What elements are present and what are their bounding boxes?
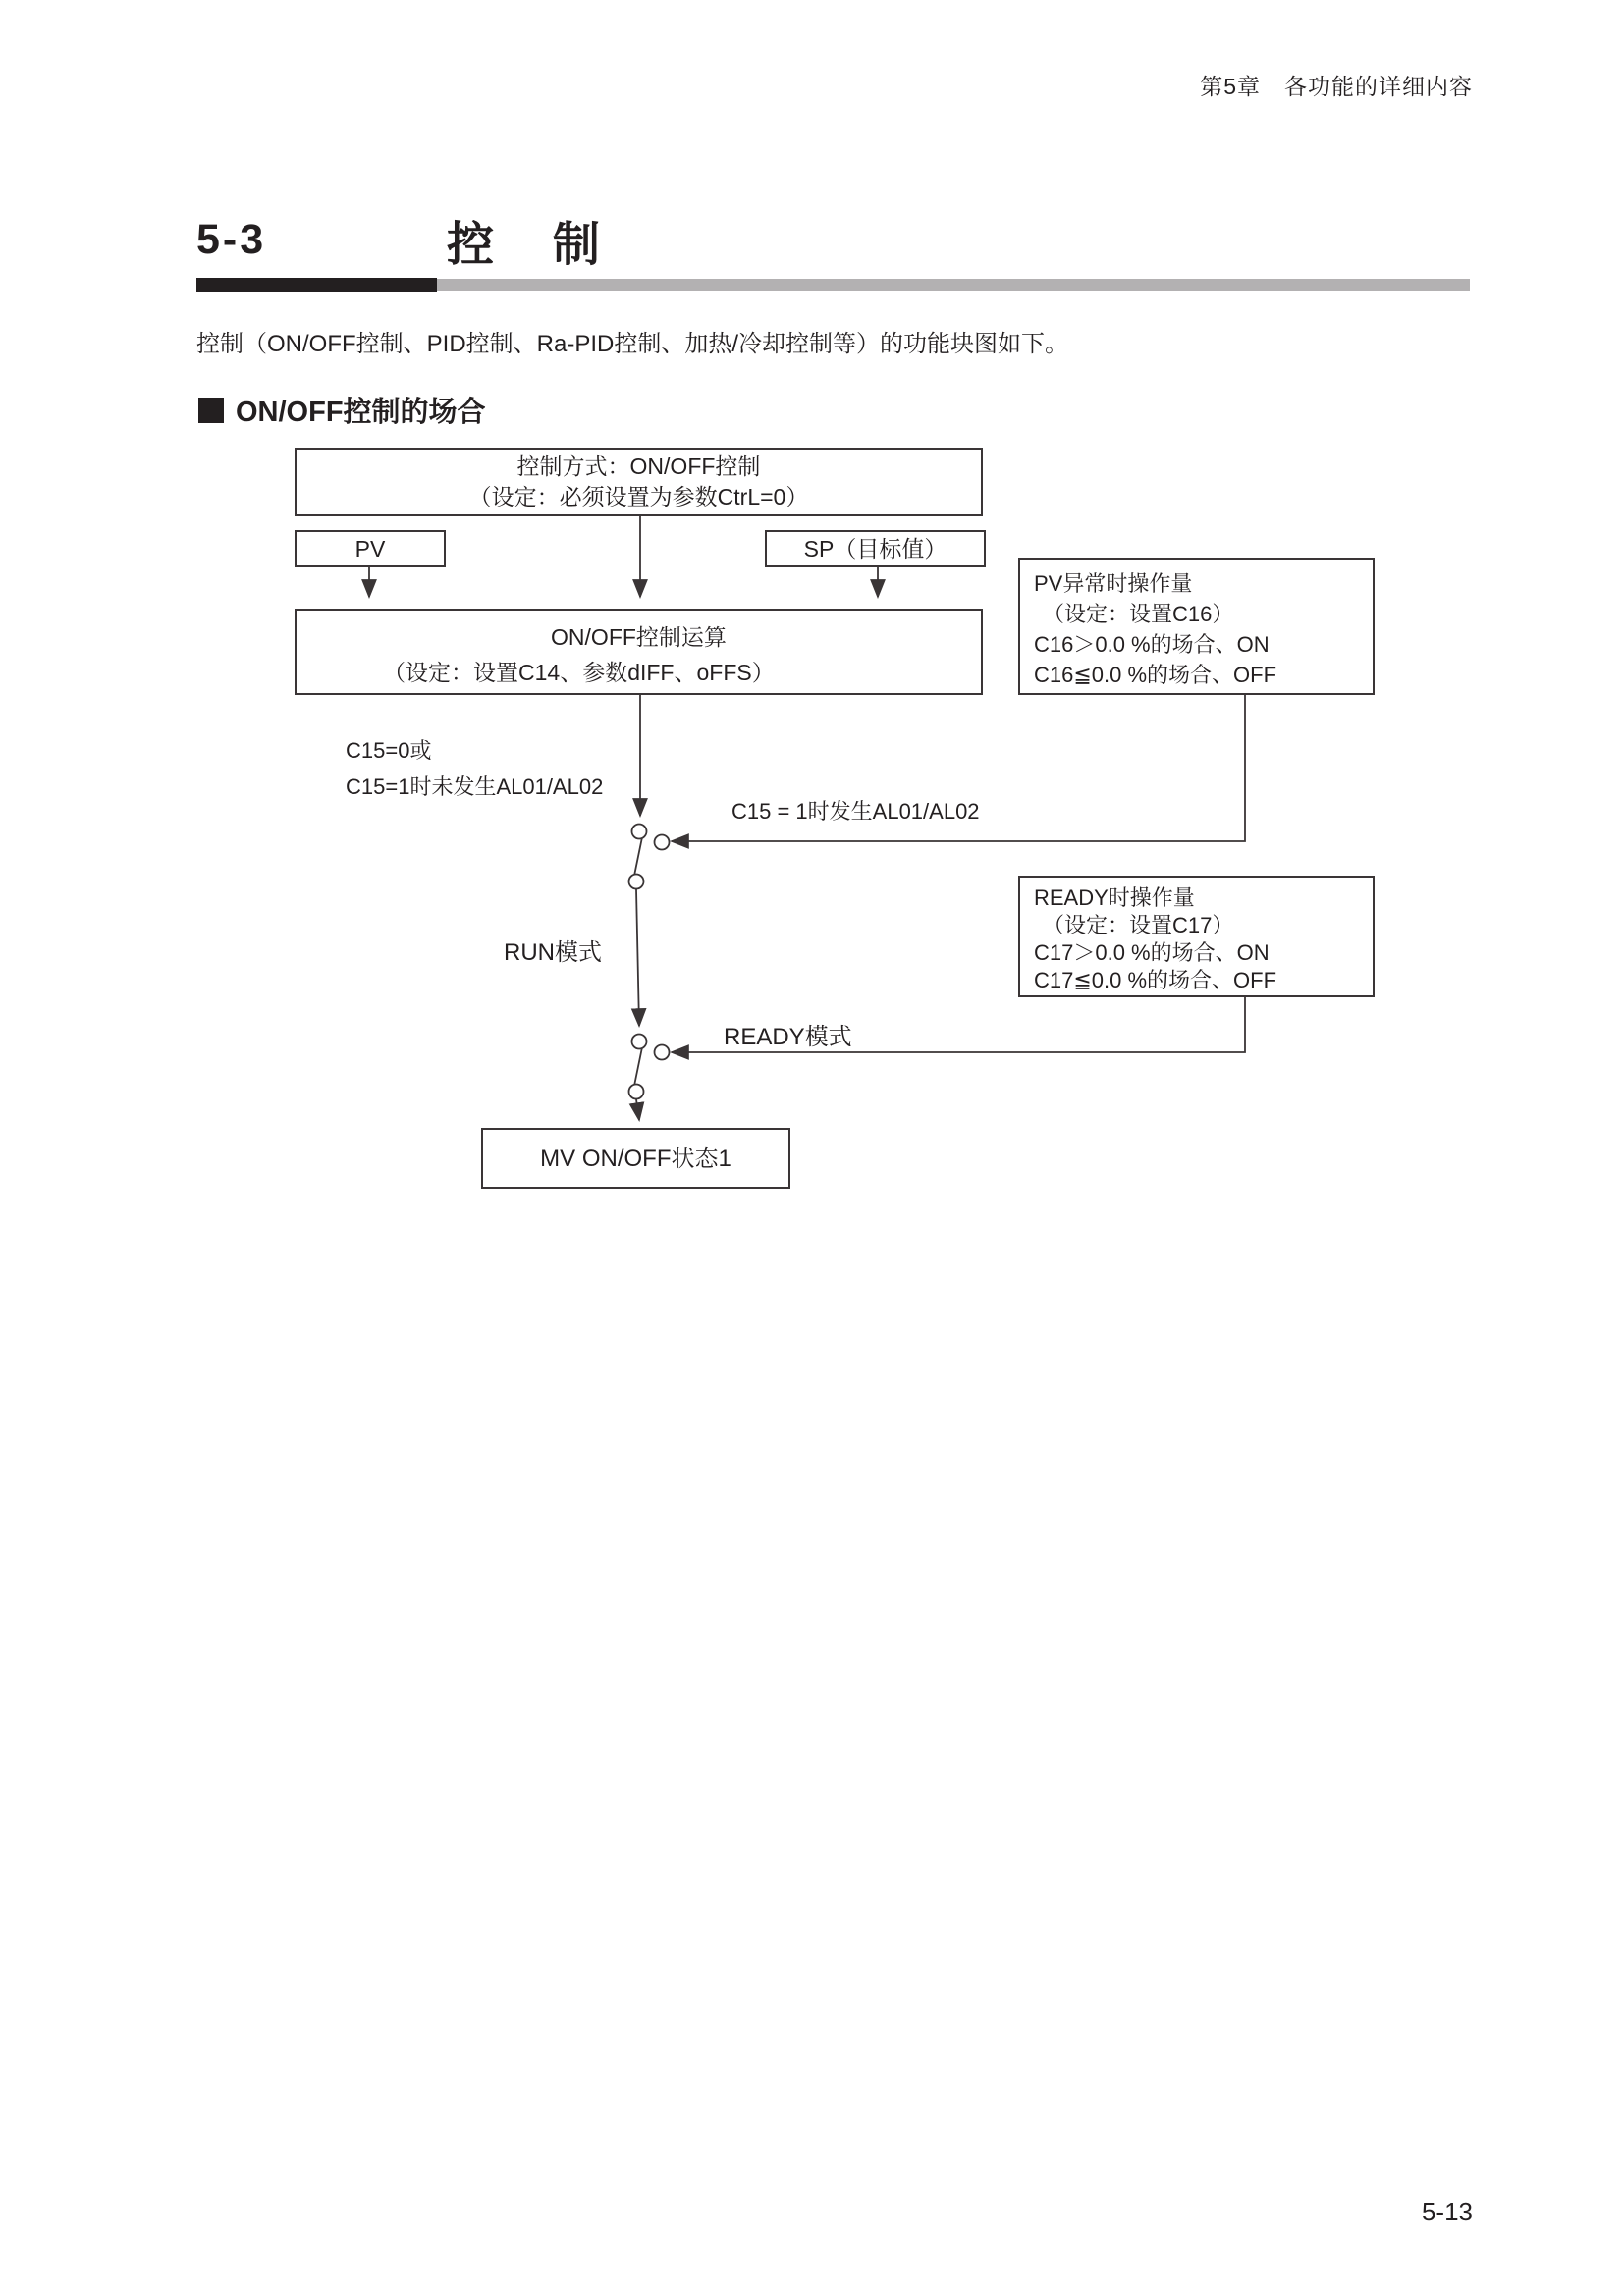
switch1-side-contact	[655, 835, 670, 850]
switch2-bottom-contact	[629, 1085, 644, 1099]
switch1-top-contact	[632, 825, 647, 839]
ready-line3: C17＞0.0 %的场合、ON	[1034, 940, 1270, 965]
chapter-header: 第5章 各功能的详细内容	[1200, 74, 1473, 99]
section-title: 控 制	[447, 219, 607, 271]
pv-abnormal-line1: PV异常时操作量	[1034, 571, 1193, 596]
onoff-calc-box	[295, 609, 983, 695]
pv-abnormal-line2: （设定：设置C16）	[1043, 602, 1234, 626]
control-method-box	[295, 448, 983, 516]
pv-abnormal-line3: C16＞0.0 %的场合、ON	[1034, 632, 1270, 657]
ready-line1: READY时操作量	[1034, 885, 1195, 910]
ready-line4: C17≦0.0 %的场合、OFF	[1034, 968, 1277, 992]
pv-abnormal-line4: C16≦0.0 %的场合、OFF	[1034, 663, 1277, 687]
section-number: 5-3	[196, 216, 267, 263]
page-number: 5-13	[1421, 2197, 1473, 2226]
control-method-line2: （设定：必须设置为参数CtrL=0）	[468, 484, 809, 509]
ready-mode-label: READY模式	[724, 1024, 852, 1050]
switch1-bottom-contact	[629, 875, 644, 889]
switch2-top-contact	[632, 1035, 647, 1049]
pv-abnormal-box	[1018, 558, 1375, 695]
alarm-branch-label: C15 = 1时发生AL01/AL02	[731, 799, 980, 824]
subsection-label: ON/OFF控制的场合	[236, 397, 486, 428]
sp-box: SP（目标值）	[765, 530, 986, 567]
c15-condition-label	[346, 732, 603, 805]
onoff-calc-line2: （设定：设置C14、参数dIFF、oFFS）	[383, 660, 775, 685]
c15-condition-line1: C15=0或	[346, 738, 432, 763]
pv-box: PV	[295, 530, 446, 567]
control-method-line1: 控制方式：ON/OFF控制	[516, 454, 761, 479]
intro-paragraph: 控制（ON/OFF控制、PID控制、Ra-PID控制、加热/冷却控制等）的功能块图如下。	[196, 331, 1069, 357]
ready-box	[1018, 876, 1375, 997]
onoff-calc-line1: ON/OFF控制运算	[551, 624, 727, 650]
ready-line2: （设定：设置C17）	[1043, 913, 1234, 937]
switch2-side-contact	[655, 1045, 670, 1060]
run-mode-label: RUN模式	[504, 939, 602, 966]
mv-onoff-state-box: MV ON/OFF状态1	[481, 1128, 790, 1189]
c15-condition-line2: C15=1时未发生AL01/AL02	[346, 774, 604, 799]
